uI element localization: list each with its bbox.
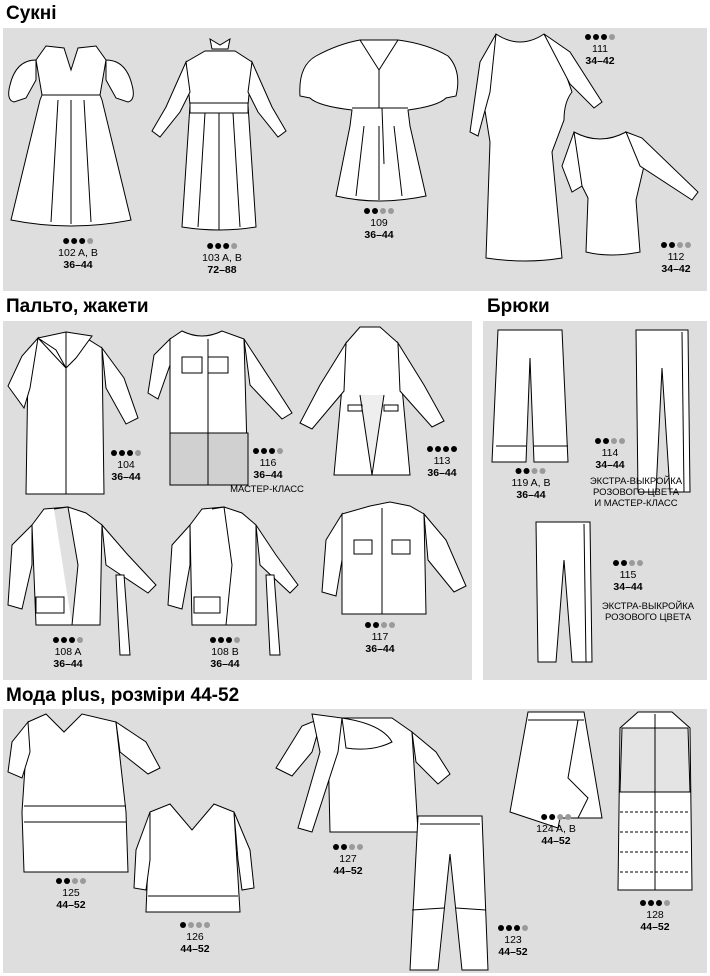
label-102: [58, 236, 98, 271]
jacket-108a-drawing: [6, 505, 160, 655]
note-extra-114: [590, 476, 682, 509]
label-117: [364, 620, 396, 655]
difficulty-dots: [497, 923, 529, 934]
label-114: [594, 436, 626, 471]
model-sizes: 34–44: [613, 581, 643, 593]
difficulty-dots: [55, 876, 87, 887]
label-109: [363, 206, 395, 241]
model-number: 123: [504, 934, 522, 946]
difficulty-dots: [536, 812, 576, 823]
dress-109-drawing: [298, 36, 460, 206]
difficulty-dots: [584, 32, 616, 43]
model-sizes: 44–52: [56, 899, 86, 911]
difficulty-dots: [612, 558, 644, 569]
difficulty-dots: [594, 436, 626, 447]
model-number: 104: [117, 459, 135, 471]
model-sizes: 36–44: [210, 658, 240, 670]
label-125: [55, 876, 87, 911]
model-sizes: 36–44: [111, 471, 141, 483]
model-number: 114: [601, 447, 619, 459]
section-title-coats: Пальто, жакети: [6, 296, 149, 317]
model-number: 113: [433, 455, 451, 467]
section-title-trousers: Брюки: [487, 296, 550, 317]
difficulty-dots: [426, 444, 458, 455]
model-number: 108 B: [211, 646, 239, 658]
model-number: 126: [186, 931, 204, 943]
note-extra-115: [602, 601, 694, 623]
top-126-drawing: [132, 800, 256, 916]
trousers-123-drawing: [406, 814, 494, 972]
label-127: [332, 842, 364, 877]
model-sizes: 36–44: [365, 643, 395, 655]
model-number: 127: [339, 853, 357, 865]
vest-128-drawing: [610, 708, 700, 894]
label-104: [110, 448, 142, 483]
label-119: [512, 466, 551, 501]
label-116: [252, 446, 284, 481]
model-number: 119 A, B: [511, 477, 551, 489]
difficulty-dots: [209, 635, 241, 646]
model-number: 115: [619, 569, 637, 581]
dress-103-drawing: [150, 37, 288, 233]
label-113: [426, 444, 458, 479]
model-sizes: 44–52: [333, 865, 363, 877]
difficulty-dots: [52, 635, 84, 646]
label-108b: [209, 635, 241, 670]
note-master-class: МАСТЕР-КЛАСС: [230, 484, 304, 495]
model-number: 124 A, B: [536, 823, 576, 835]
model-sizes: 36–44: [427, 467, 457, 479]
model-sizes: 34–44: [595, 459, 625, 471]
note-line: РОЗОВОГО ЦВЕТА: [604, 612, 692, 623]
model-sizes: 36–44: [364, 229, 394, 241]
model-sizes: 34–42: [661, 263, 691, 275]
model-number: 128: [646, 909, 664, 921]
difficulty-dots: [202, 241, 242, 252]
difficulty-dots: [332, 842, 364, 853]
label-103: [202, 241, 242, 276]
difficulty-dots: [58, 236, 98, 247]
model-sizes: 44–52: [498, 946, 528, 958]
difficulty-dots: [179, 920, 211, 931]
difficulty-dots: [364, 620, 396, 631]
label-112: [660, 240, 692, 275]
note-line: РОЗОВОГО ЦВЕТА: [592, 487, 680, 498]
note-line: ЭКСТРА-ВЫКРОЙКА: [601, 601, 695, 612]
model-sizes: 44–52: [541, 835, 571, 847]
trousers-114-drawing: [630, 328, 696, 496]
label-128: [639, 898, 671, 933]
difficulty-dots: [512, 466, 551, 477]
model-number: 125: [62, 887, 80, 899]
label-111: [584, 32, 616, 67]
model-sizes: 36–44: [253, 469, 283, 481]
difficulty-dots: [660, 240, 692, 251]
section-title-dresses: Сукні: [6, 3, 57, 24]
model-sizes: 34–42: [585, 55, 615, 67]
model-number: 102 A, B: [58, 247, 98, 259]
model-number: 111: [592, 43, 608, 55]
difficulty-dots: [363, 206, 395, 217]
difficulty-dots: [252, 446, 284, 457]
shirt-117-drawing: [320, 500, 468, 618]
model-number: 108 A: [54, 646, 82, 658]
trousers-115-drawing: [530, 520, 598, 666]
model-sizes: 36–44: [516, 489, 546, 501]
model-sizes: 36–44: [53, 658, 83, 670]
jacket-108b-drawing: [166, 505, 300, 655]
label-123: [497, 923, 529, 958]
model-number: 112: [667, 251, 685, 263]
label-126: [179, 920, 211, 955]
difficulty-dots: [639, 898, 671, 909]
model-sizes: 36–44: [63, 259, 93, 271]
model-number: 109: [370, 217, 388, 229]
model-number: 117: [371, 631, 389, 643]
model-sizes: 44–52: [180, 943, 210, 955]
dress-102-drawing: [6, 40, 136, 232]
label-108a: [52, 635, 84, 670]
label-115: [612, 558, 644, 593]
model-number: 103 A, B: [202, 252, 242, 264]
note-line: И МАСТЕР-КЛАСС: [594, 498, 678, 509]
trousers-119-drawing: [490, 328, 574, 466]
difficulty-dots: [110, 448, 142, 459]
model-sizes: 72–88: [207, 264, 237, 276]
label-124: [536, 812, 576, 847]
model-sizes: 44–52: [640, 921, 670, 933]
model-number: 116: [259, 457, 277, 469]
note-line: ЭКСТРА-ВЫКРОЙКА: [589, 476, 683, 487]
section-title-plus: Мода plus, розміри 44-52: [6, 685, 240, 706]
